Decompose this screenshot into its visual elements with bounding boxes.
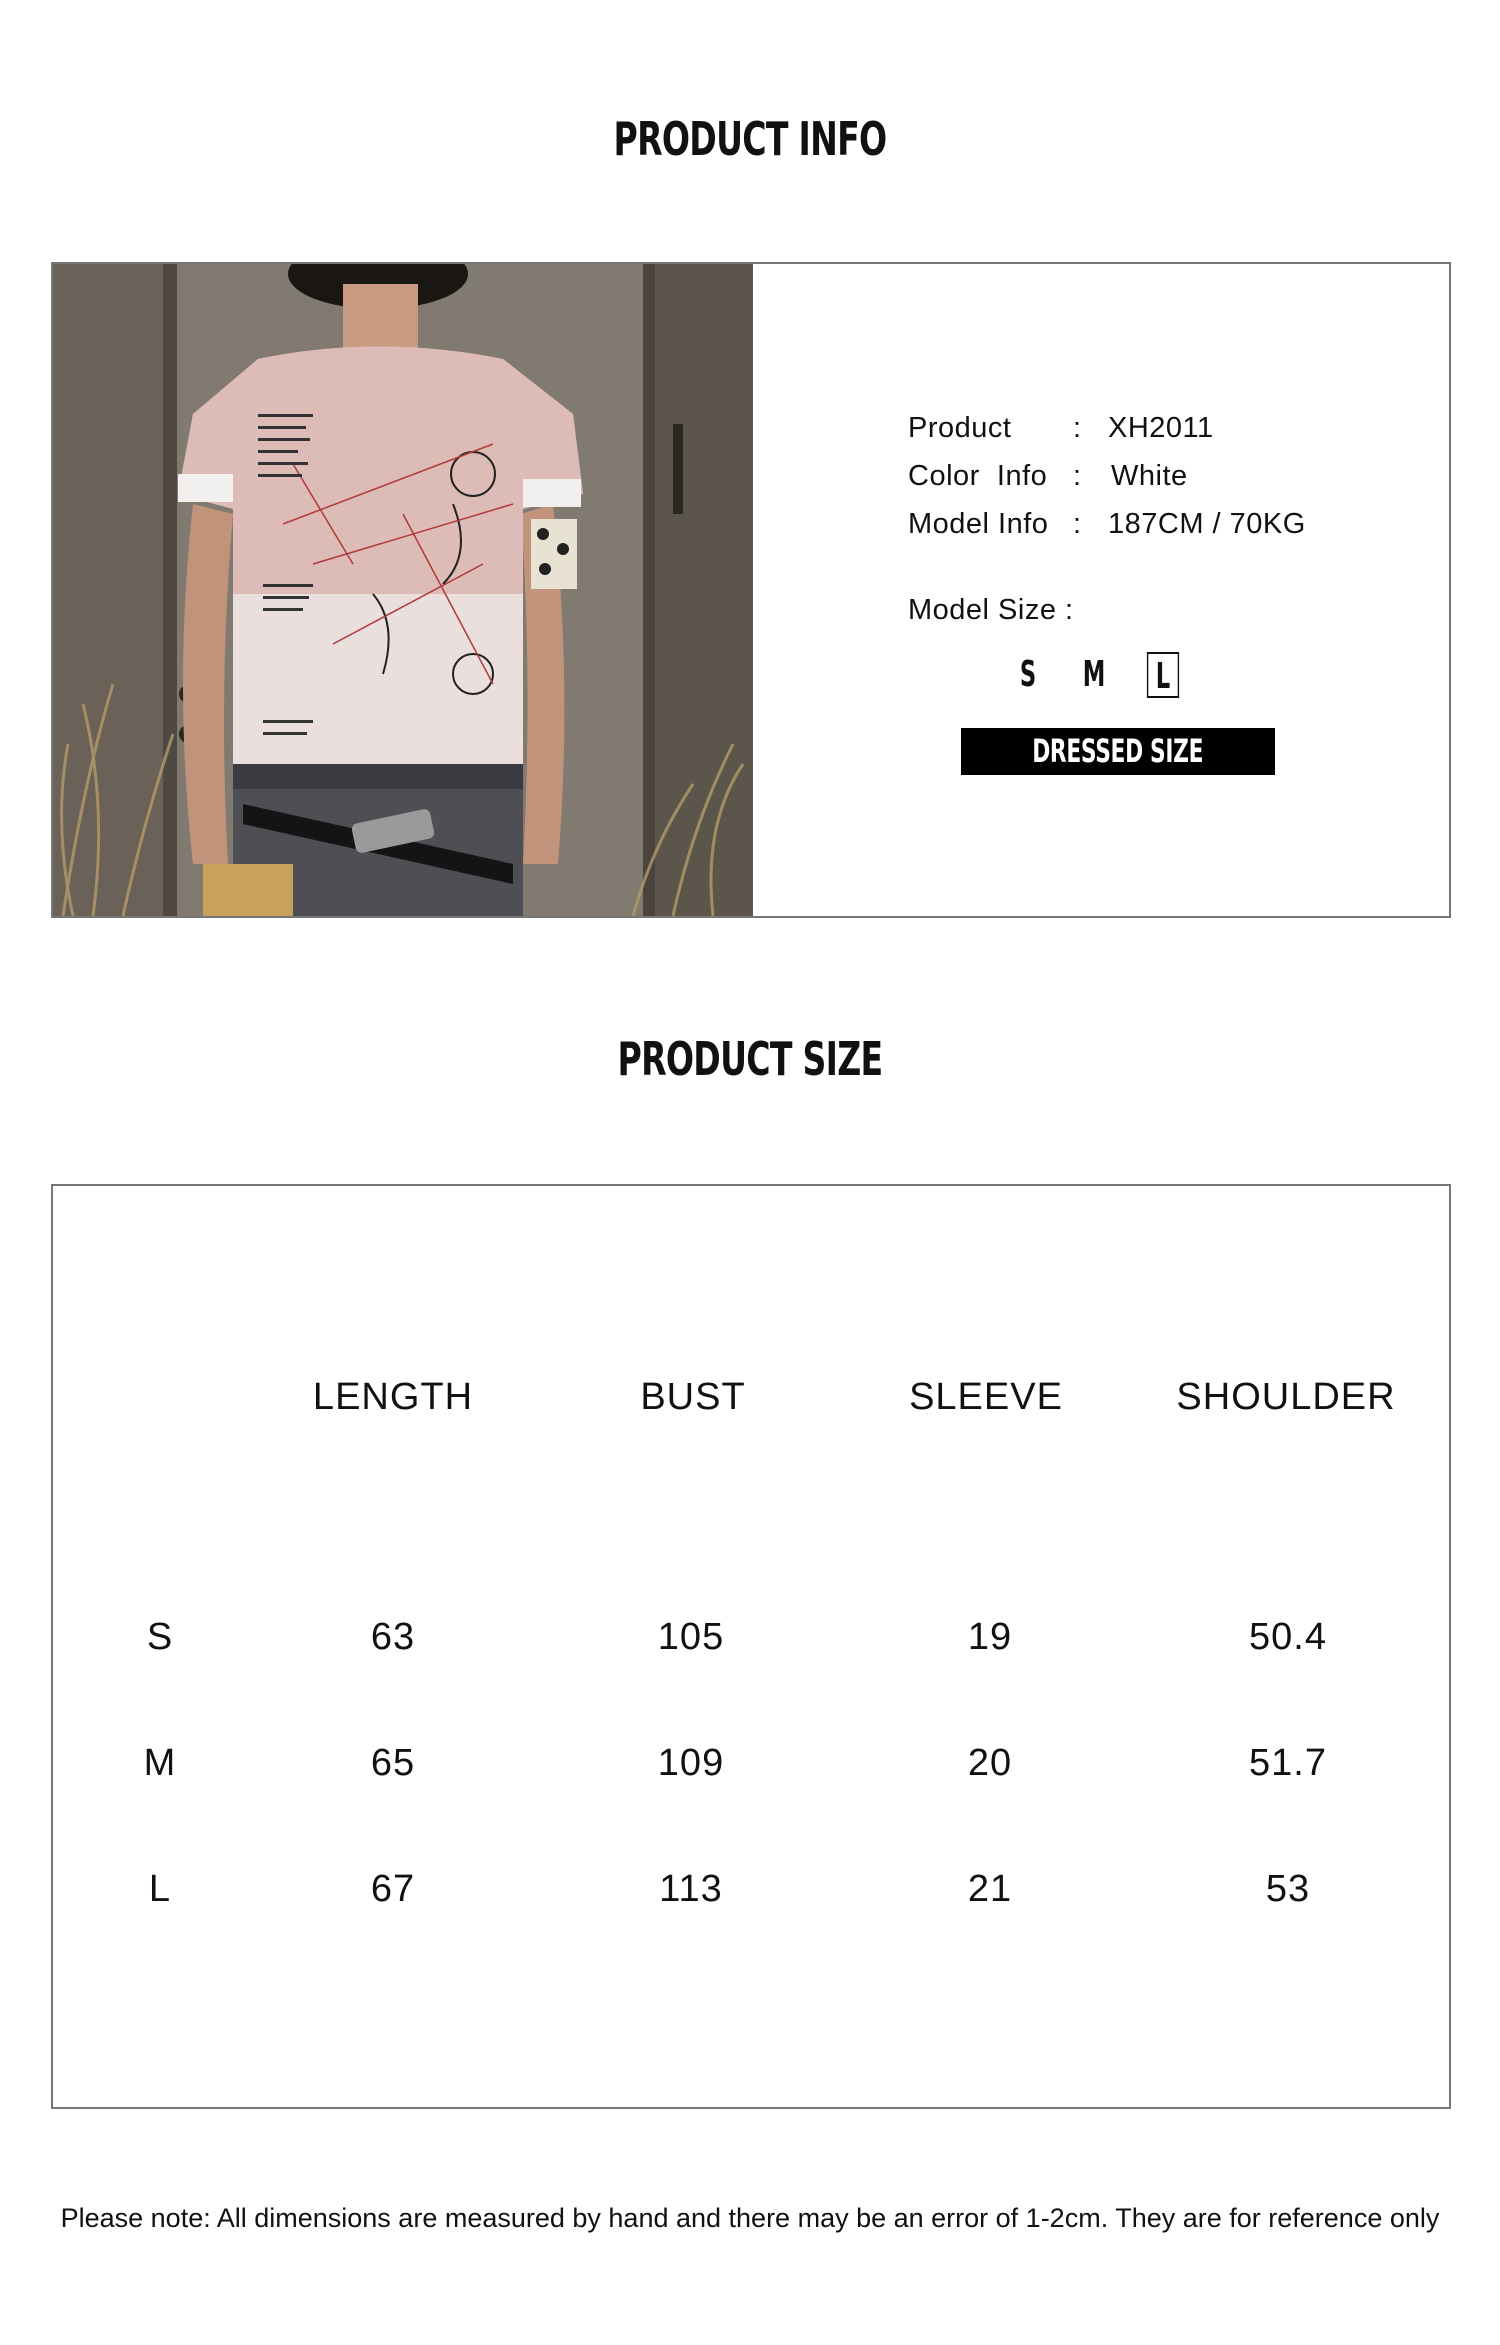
measurement-note: Please note: All dimensions are measured by hand and there may be an error of 1-2cm. They are for reference only <box>60 2203 1440 2233</box>
cell-l-bust: 113 <box>659 1868 723 1910</box>
size-chip-s: S <box>1019 654 1037 695</box>
product-size-heading: PRODUCT SIZE <box>617 1032 883 1086</box>
model-photo-illustration <box>53 264 753 916</box>
row-label-m: M <box>143 1742 177 1784</box>
color-value: White <box>1111 460 1188 492</box>
dressed-size-label: DRESSED SIZE <box>1032 732 1204 770</box>
column-header-length: LENGTH <box>312 1376 474 1418</box>
cell-m-bust: 109 <box>657 1742 725 1784</box>
cell-m-sleeve: 20 <box>967 1742 1013 1784</box>
model-size-label: Model Size : <box>908 594 1074 626</box>
product-colon: : <box>1073 412 1082 444</box>
model-info-colon: : <box>1073 508 1082 540</box>
column-header-bust: BUST <box>640 1376 746 1418</box>
product-label: Product <box>908 412 1012 444</box>
size-table <box>51 1184 1451 2109</box>
row-label-s: S <box>146 1616 174 1658</box>
column-header-sleeve: SLEEVE <box>909 1376 1063 1418</box>
cell-s-shoulder: 50.4 <box>1249 1616 1327 1658</box>
model-photo <box>53 264 753 916</box>
cell-l-sleeve: 21 <box>967 1868 1013 1910</box>
product-row <box>908 412 1214 445</box>
row-label-l: L <box>148 1868 172 1910</box>
cell-m-length: 65 <box>370 1742 416 1784</box>
dressed-size-badge <box>961 728 1275 775</box>
product-details-panel <box>753 264 1451 916</box>
product-value: XH2011 <box>1108 412 1214 444</box>
cell-s-length: 63 <box>370 1616 416 1658</box>
cell-s-bust: 105 <box>657 1616 725 1658</box>
cell-l-length: 67 <box>370 1868 416 1910</box>
cell-s-sleeve: 19 <box>967 1616 1013 1658</box>
model-info-label: Model Info <box>908 508 1049 540</box>
color-row <box>908 460 1188 493</box>
product-info-card <box>51 262 1451 918</box>
column-header-shoulder: SHOULDER <box>1176 1376 1396 1418</box>
size-chip-m: M <box>1082 654 1106 695</box>
color-label: Color Info <box>908 460 1048 492</box>
cell-m-shoulder: 51.7 <box>1249 1742 1327 1784</box>
product-info-heading: PRODUCT INFO <box>613 112 887 166</box>
model-info-value: 187CM / 70KG <box>1108 508 1306 540</box>
size-chip-l-selected: L <box>1147 652 1179 698</box>
color-colon: : <box>1073 460 1082 492</box>
cell-l-shoulder: 53 <box>1265 1868 1311 1910</box>
model-info-row <box>908 508 1306 541</box>
